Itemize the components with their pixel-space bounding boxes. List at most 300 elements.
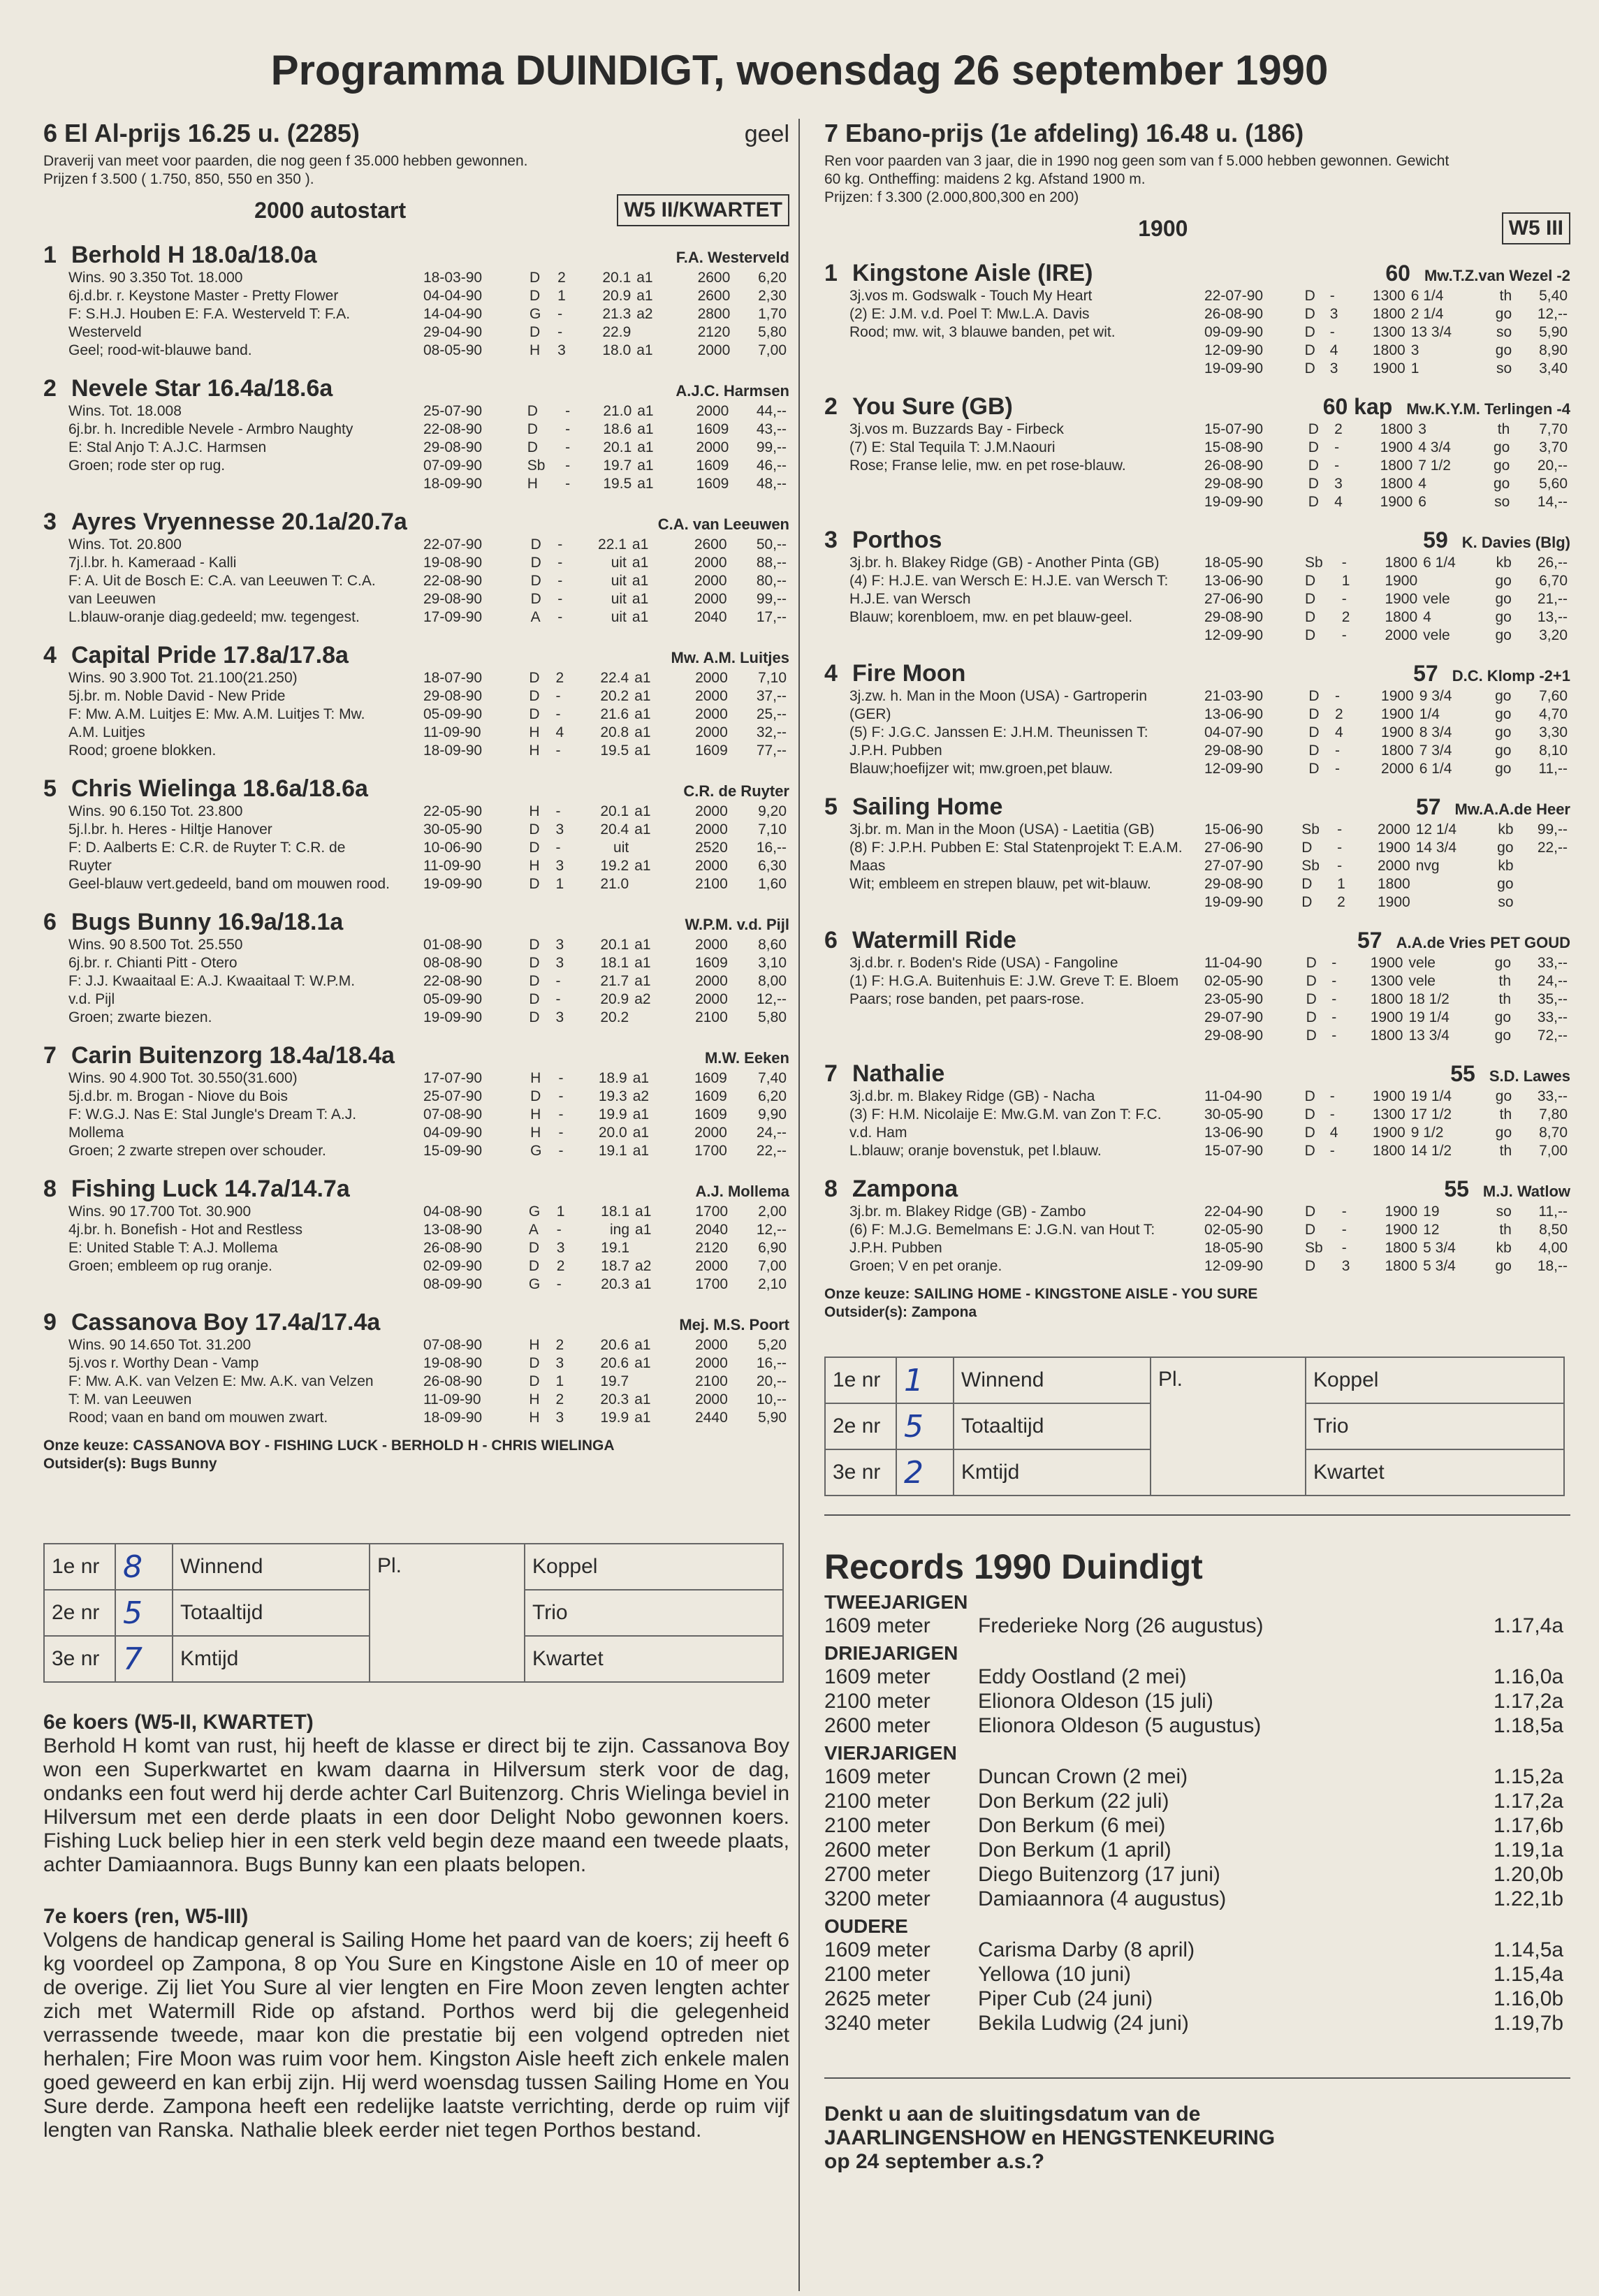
- form-cell: 13 3/4: [1408, 1028, 1450, 1044]
- form-cell: a1: [637, 458, 654, 474]
- form-cell: a1: [634, 973, 651, 989]
- form-cell: th: [1497, 421, 1510, 437]
- form-cell: 3,30: [1539, 724, 1568, 740]
- record-row: [824, 1987, 1570, 2011]
- form-cell: 18-05-90: [1204, 1240, 1264, 1256]
- horse-info-line: (2) E: J.M. v.d. Poel T: Mw.L.A. Davis: [849, 306, 1090, 322]
- record-distance: 2600 meter: [824, 1838, 930, 1862]
- horse-jockey: S.D. Lawes: [1489, 1067, 1570, 1085]
- form-cell: D: [1304, 306, 1315, 322]
- records-title: Records 1990 Duindigt: [824, 1547, 1203, 1586]
- form-cell: a1: [634, 1355, 651, 1371]
- condition-line: 60 kg. Ontheffing: maidens 2 kg. Afstand 1900 m.: [824, 171, 1146, 187]
- record-horse: Elionora Oldeson (15 juli): [978, 1690, 1213, 1713]
- form-cell: 1609: [696, 476, 729, 492]
- form-cell: 16,--: [756, 1355, 787, 1371]
- form-cell: 19.1: [601, 1240, 630, 1256]
- form-cell: 09-09-90: [1204, 324, 1264, 340]
- form-cell: 13-08-90: [423, 1222, 483, 1238]
- form-row: [1202, 724, 1570, 742]
- record-row: [824, 1813, 1570, 1838]
- form-cell: D: [1305, 1258, 1316, 1274]
- form-cell: G: [529, 306, 541, 322]
- bet-handwritten-2[interactable]: 5: [115, 1590, 173, 1636]
- horse-name: Fire Moon: [852, 660, 966, 687]
- form-cell: 19 1/4: [1410, 1088, 1452, 1104]
- record-time: 1.19,1a: [1494, 1838, 1564, 1862]
- form-cell: go: [1493, 458, 1510, 474]
- bet-koppel-label: Koppel: [525, 1544, 783, 1590]
- bet-winnend-label: Winnend: [173, 1544, 370, 1590]
- form-cell: 4: [1329, 1125, 1338, 1141]
- form-cell: 1609: [695, 955, 728, 971]
- horse-info-line: F: Mw. A.M. Luitjes E: Mw. A.M. Luitjes T: Mw.: [68, 706, 365, 722]
- sluitingsdatum-notice: [824, 2103, 1570, 2174]
- horse-name: Carin Buitenzorg 18.4a/18.4a: [71, 1042, 395, 1069]
- form-cell: D: [530, 573, 541, 589]
- record-horse: Frederieke Norg (26 augustus): [978, 1614, 1264, 1637]
- form-cell: -: [565, 458, 571, 474]
- horse-weight: 55: [1450, 1061, 1475, 1086]
- form-cell: a2: [635, 1258, 652, 1274]
- records-category: TWEEJARIGEN: [824, 1591, 968, 1613]
- form-cell: 12,--: [756, 1222, 787, 1238]
- form-cell: D: [530, 536, 541, 553]
- horse-info-line: Wins. Tot. 20.800: [68, 536, 182, 553]
- horse-info-line: (8) F: J.P.H. Pubben E: Stal Statenprojekt T: E.A.M.: [849, 840, 1183, 856]
- horse-body: [43, 1336, 789, 1427]
- form-cell: kb: [1498, 821, 1514, 838]
- form-cell: -: [557, 324, 563, 340]
- form-cell: 1300: [1372, 288, 1405, 304]
- form-cell: 12,--: [756, 991, 787, 1007]
- form-cell: 8,10: [1539, 743, 1568, 759]
- record-row: [824, 1764, 1570, 1789]
- form-cell: D: [1305, 1222, 1316, 1238]
- record-distance: 2700 meter: [824, 1863, 930, 1886]
- race-7-bet-form: [824, 1357, 1570, 1496]
- form-cell: a1: [634, 1391, 651, 1407]
- horse-number: 1: [824, 260, 838, 286]
- horse-info-line: 3j.vos m. Godswalk - Touch My Heart: [849, 288, 1093, 304]
- horse-weight: 57: [1357, 928, 1382, 953]
- bet-table: [824, 1357, 1565, 1496]
- form-cell: 20.1: [600, 803, 629, 819]
- form-cell: 27-06-90: [1204, 591, 1264, 607]
- bet-row-label: 3e nr: [825, 1449, 896, 1496]
- form-cell: 8,60: [758, 937, 787, 953]
- form-cell: 13-06-90: [1204, 573, 1264, 589]
- form-cell: a1: [634, 937, 651, 953]
- form-cell: 10-06-90: [423, 840, 483, 856]
- form-cell: 18 1/2: [1408, 991, 1450, 1007]
- horse-info: [43, 669, 421, 760]
- form-cell: 99,--: [756, 439, 787, 455]
- form-cell: -: [1341, 1222, 1347, 1238]
- bet-handwritten-2[interactable]: 5: [896, 1403, 954, 1449]
- horse-info-line: Wit; embleem en strepen blauw, pet wit-blauw.: [849, 876, 1151, 892]
- form-cell: -: [1335, 688, 1340, 704]
- form-cell: go: [1497, 840, 1514, 856]
- form-cell: 22,--: [756, 1143, 787, 1159]
- horse-body: [43, 1069, 789, 1160]
- horse-entry: [824, 393, 1570, 511]
- form-cell: 9,90: [758, 1106, 787, 1123]
- form-cell: H: [529, 1410, 540, 1426]
- form-cell: 20.2: [600, 1009, 629, 1025]
- form-row: [421, 1124, 789, 1142]
- form-cell: 13-06-90: [1204, 706, 1264, 722]
- form-cell: 18-09-90: [423, 476, 483, 492]
- horse-header: [43, 775, 789, 803]
- horse-entry: [824, 527, 1570, 645]
- form-cell: 1800: [1385, 555, 1418, 571]
- form-cell: 25-07-90: [423, 1088, 483, 1104]
- horse-form-table: [421, 1203, 789, 1294]
- form-row: [1202, 342, 1570, 360]
- form-cell: a1: [635, 1276, 652, 1292]
- form-cell: 19.9: [600, 1410, 629, 1426]
- form-cell: 2600: [694, 536, 727, 553]
- form-cell: 35,--: [1537, 991, 1568, 1007]
- horse-info-line: Wins. 90 6.150 Tot. 23.800: [68, 803, 243, 819]
- record-distance: 1609 meter: [824, 1765, 930, 1788]
- form-cell: 1609: [696, 421, 729, 437]
- form-cell: G: [530, 1143, 542, 1159]
- horse-info-line: (5) F: J.G.C. Janssen E: J.H.M. Theunissen T:: [849, 724, 1148, 740]
- form-cell: nvg: [1415, 858, 1440, 874]
- form-cell: -: [1341, 591, 1347, 607]
- form-cell: 18-05-90: [1204, 555, 1264, 571]
- form-cell: 05-09-90: [423, 991, 483, 1007]
- form-cell: D: [528, 1240, 540, 1256]
- form-cell: -: [1337, 840, 1343, 856]
- right-column: [824, 119, 1570, 2174]
- condition-line: Draverij van meet voor paarden, die nog geen f 35.000 hebben gewonnen.: [43, 153, 528, 169]
- form-cell: 26-08-90: [423, 1373, 483, 1389]
- form-cell: [631, 839, 668, 857]
- horse-info: [43, 1203, 421, 1294]
- form-cell: 77,--: [756, 743, 787, 759]
- form-row: [1202, 439, 1570, 457]
- form-cell: 2000: [695, 1355, 728, 1371]
- form-cell: 1800: [1380, 476, 1413, 492]
- form-cell: Sb: [1301, 821, 1320, 838]
- horse-header: [43, 642, 789, 669]
- form-cell: -: [1329, 1106, 1335, 1123]
- form-cell: 5 3/4: [1423, 1240, 1456, 1256]
- form-cell: 3: [555, 1410, 564, 1426]
- form-cell: 7,80: [1539, 1106, 1568, 1123]
- form-cell: 3: [1334, 476, 1343, 492]
- form-cell: 22-08-90: [423, 573, 483, 589]
- form-row: [1202, 821, 1570, 839]
- form-cell: -: [555, 973, 561, 989]
- form-cell: a1: [637, 439, 654, 455]
- form-cell: 4 3/4: [1418, 439, 1451, 455]
- horse-body: [824, 954, 1570, 1045]
- form-cell: 19-09-90: [423, 1009, 483, 1025]
- form-cell: 20.3: [601, 1276, 630, 1292]
- form-cell: D: [529, 1355, 540, 1371]
- form-cell: 1300: [1370, 973, 1403, 989]
- form-cell: 22-07-90: [423, 536, 483, 553]
- form-cell: a2: [636, 306, 653, 322]
- form-cell: 2 1/4: [1410, 306, 1444, 322]
- horse-info: [824, 821, 1202, 912]
- form-row: [421, 705, 789, 724]
- form-cell: 2,30: [758, 288, 787, 304]
- form-cell: 14 1/2: [1410, 1143, 1452, 1159]
- form-cell: vele: [1408, 973, 1436, 989]
- form-cell: 80,--: [756, 573, 787, 589]
- form-cell: a1: [635, 1204, 652, 1220]
- record-time: 1.22,1b: [1494, 1887, 1564, 1910]
- form-row: [421, 1275, 789, 1294]
- form-row: [421, 572, 789, 590]
- form-cell: H: [529, 724, 540, 740]
- form-cell: 1609: [696, 458, 729, 474]
- form-cell: 12: [1423, 1222, 1440, 1238]
- horse-jockey: Mw.T.Z.van Wezel -2: [1424, 267, 1570, 284]
- form-cell: 20.8: [600, 724, 629, 740]
- records-category: VIERJARIGEN: [824, 1742, 957, 1764]
- horse-info-line: F: S.H.J. Houben E: F.A. Westerveld T: F.A.: [68, 306, 351, 322]
- horse-weight: 60 kap: [1322, 394, 1393, 419]
- form-cell: D: [1308, 494, 1319, 510]
- form-cell: D: [1304, 360, 1315, 376]
- bet-pl-label: Pl.: [370, 1544, 525, 1682]
- bet-handwritten-1[interactable]: 8: [115, 1544, 173, 1590]
- form-row: [1202, 305, 1570, 323]
- horse-jockey: Mej. M.S. Poort: [679, 1316, 789, 1333]
- form-cell: 8,90: [1539, 342, 1568, 358]
- form-cell: D: [529, 270, 541, 286]
- form-cell: 1800: [1377, 876, 1410, 892]
- form-cell: 46,--: [756, 458, 787, 474]
- form-cell: 24,--: [756, 1125, 787, 1141]
- form-cell: 2000: [1385, 627, 1418, 643]
- horse-weight: 57: [1415, 794, 1441, 819]
- horse-weight: 57: [1413, 661, 1438, 686]
- form-cell: 20.3: [600, 1391, 629, 1407]
- form-cell: 2000: [694, 573, 727, 589]
- form-cell: -: [555, 688, 561, 704]
- record-row: [824, 1689, 1570, 1713]
- horse-header: [824, 1060, 1570, 1088]
- horse-body: [43, 269, 789, 360]
- form-cell: 17 1/2: [1410, 1106, 1452, 1123]
- record-distance: 3240 meter: [824, 2012, 930, 2035]
- form-cell: go: [1494, 1028, 1512, 1044]
- bet-kwartet-label: Kwartet: [1306, 1449, 1564, 1496]
- form-cell: 15-09-90: [423, 1143, 483, 1159]
- form-cell: 1900: [1372, 360, 1405, 376]
- form-cell: 2000: [697, 342, 731, 358]
- form-cell: H: [529, 1391, 540, 1407]
- record-distance: 3200 meter: [824, 1887, 930, 1910]
- form-cell: G: [528, 1276, 541, 1292]
- form-cell: [1413, 893, 1483, 912]
- form-cell: 7,70: [1539, 421, 1568, 437]
- form-cell: 2000: [695, 937, 728, 953]
- form-cell: -: [558, 1070, 564, 1086]
- form-cell: 25-07-90: [423, 403, 483, 419]
- form-row: [1202, 1203, 1570, 1221]
- form-cell: 20.6: [600, 1355, 629, 1371]
- horse-info-line: J.P.H. Pubben: [849, 743, 942, 759]
- horse-jockey: D.C. Klomp -2+1: [1452, 667, 1570, 685]
- form-cell: -: [557, 591, 563, 607]
- form-cell: 21.7: [600, 973, 629, 989]
- form-row: [1202, 839, 1570, 857]
- form-cell: uit: [613, 840, 629, 856]
- horse-info: [824, 421, 1202, 511]
- form-cell: 19: [1423, 1204, 1440, 1220]
- horse-info-line: E: Stal Anjo T: A.J.C. Harmsen: [68, 439, 267, 455]
- form-cell: -: [565, 421, 571, 437]
- form-row: [1202, 1124, 1570, 1142]
- horse-jockey: A.A.de Vries PET GOUD: [1396, 934, 1570, 951]
- form-cell: 2: [1337, 894, 1345, 910]
- form-cell: D: [529, 688, 540, 704]
- record-distance: 1609 meter: [824, 1665, 930, 1688]
- race-6-bet-form: [43, 1543, 789, 1683]
- record-distance: 1609 meter: [824, 1938, 930, 1961]
- form-cell: 22-08-90: [423, 421, 483, 437]
- form-cell: 25,--: [756, 706, 787, 722]
- form-cell: -: [565, 439, 571, 455]
- horse-info-line: E: United Stable T: A.J. Mollema: [68, 1240, 278, 1256]
- bet-handwritten-3[interactable]: 7: [115, 1636, 173, 1682]
- form-cell: D: [1306, 1009, 1317, 1025]
- horse-info-line: A.M. Luitjes: [68, 724, 145, 740]
- form-cell: 2000: [695, 670, 728, 686]
- form-cell: 19-08-90: [423, 1355, 483, 1371]
- form-cell: 3: [1329, 306, 1338, 322]
- horse-body: [43, 936, 789, 1027]
- form-cell: 1: [555, 1373, 564, 1389]
- horse-info-line: Wins. 90 3.350 Tot. 18.000: [68, 270, 243, 286]
- horse-form-table: [1202, 1088, 1570, 1160]
- horse-info-line: v.d. Ham: [849, 1125, 907, 1141]
- form-cell: 1800: [1380, 458, 1413, 474]
- form-cell: D: [1305, 1204, 1316, 1220]
- form-cell: 2000: [695, 991, 728, 1007]
- form-cell: a1: [632, 1143, 650, 1159]
- form-row: [421, 1069, 789, 1088]
- form-cell: 29-08-90: [1204, 609, 1264, 625]
- form-cell: go: [1495, 627, 1512, 643]
- form-row: [421, 1373, 789, 1391]
- form-cell: H: [529, 858, 540, 874]
- form-cell: -: [1331, 1028, 1337, 1044]
- form-cell: 7 1/2: [1418, 458, 1451, 474]
- form-row: [421, 954, 789, 972]
- form-row: [421, 875, 789, 893]
- form-cell: H: [530, 1106, 541, 1123]
- horse-info: [43, 1069, 421, 1160]
- form-cell: A: [530, 609, 541, 625]
- horse-jockey: M.J. Watlow: [1482, 1183, 1570, 1200]
- form-cell: 5,80: [758, 1009, 787, 1025]
- form-cell: 1: [557, 288, 566, 304]
- bet-trio-label: Trio: [525, 1590, 783, 1636]
- form-cell: 5,90: [1539, 324, 1568, 340]
- form-cell: 1: [556, 1204, 565, 1220]
- form-cell: -: [555, 840, 561, 856]
- horse-form-table: [1202, 821, 1570, 912]
- form-cell: a1: [632, 1070, 650, 1086]
- form-cell: 19-09-90: [1204, 494, 1264, 510]
- horse-number: 7: [824, 1060, 838, 1087]
- form-cell: -: [1329, 324, 1335, 340]
- form-cell: D: [1308, 439, 1319, 455]
- form-cell: th: [1498, 973, 1512, 989]
- section-divider: [824, 1514, 1570, 1516]
- form-cell: 37,--: [756, 688, 787, 704]
- form-cell: -: [555, 706, 561, 722]
- horse-jockey: Mw.A.A.de Heer: [1454, 800, 1570, 818]
- form-row: [421, 742, 789, 760]
- form-cell: 29-08-90: [1204, 1028, 1264, 1044]
- form-cell: 21.0: [600, 876, 629, 892]
- horse-info-line: 3j.zw. h. Man in the Moon (USA) - Gartroperin: [849, 688, 1147, 704]
- form-cell: go: [1497, 876, 1514, 892]
- horse-number: 2: [43, 375, 57, 402]
- form-cell: go: [1495, 1258, 1512, 1274]
- form-cell: 7,00: [758, 342, 787, 358]
- form-cell: 2120: [697, 324, 731, 340]
- form-cell: 18.1: [601, 1204, 630, 1220]
- form-cell: 3: [555, 821, 564, 838]
- form-cell: 12 1/4: [1415, 821, 1457, 838]
- form-cell: 99,--: [1537, 821, 1568, 838]
- bet-totaaltijd-label: Totaaltijd: [954, 1403, 1151, 1449]
- form-cell: th: [1499, 1106, 1512, 1123]
- form-cell: 18.6: [603, 421, 632, 437]
- horse-info-line: Wins. 90 17.700 Tot. 30.900: [68, 1204, 251, 1220]
- record-horse: Don Berkum (6 mei): [978, 1814, 1166, 1837]
- form-cell: 14 3/4: [1415, 840, 1457, 856]
- form-cell: 29-08-90: [423, 439, 483, 455]
- form-cell: 4,00: [1539, 1240, 1568, 1256]
- form-cell: [1517, 875, 1570, 893]
- form-cell: 27-07-90: [1204, 858, 1264, 874]
- form-cell: 29-08-90: [1204, 476, 1264, 492]
- horse-info: [43, 269, 421, 360]
- form-cell: 18,--: [1537, 1258, 1568, 1274]
- form-cell: a1: [634, 858, 651, 874]
- form-row: [421, 554, 789, 572]
- form-cell: D: [529, 1373, 540, 1389]
- horse-info-line: Groen; rode ster op rug.: [68, 458, 226, 474]
- bet-handwritten-3[interactable]: 2: [896, 1449, 954, 1496]
- form-cell: [632, 1239, 668, 1257]
- form-cell: -: [558, 1106, 564, 1123]
- horse-name: Chris Wielinga 18.6a/18.6a: [71, 775, 368, 802]
- form-cell: 3: [1410, 342, 1419, 358]
- form-row: [421, 536, 789, 554]
- form-row: [421, 475, 789, 493]
- form-cell: go: [1495, 743, 1512, 759]
- horse-number: 5: [43, 775, 57, 802]
- bet-handwritten-1[interactable]: 1: [896, 1357, 954, 1403]
- horse-info-line: F: D. Aalberts E: C.R. de Ruyter T: C.R. de: [68, 840, 346, 856]
- form-cell: 29-08-90: [423, 688, 483, 704]
- record-horse: Damiaannora (4 augustus): [978, 1887, 1227, 1910]
- form-cell: 1609: [694, 1106, 727, 1123]
